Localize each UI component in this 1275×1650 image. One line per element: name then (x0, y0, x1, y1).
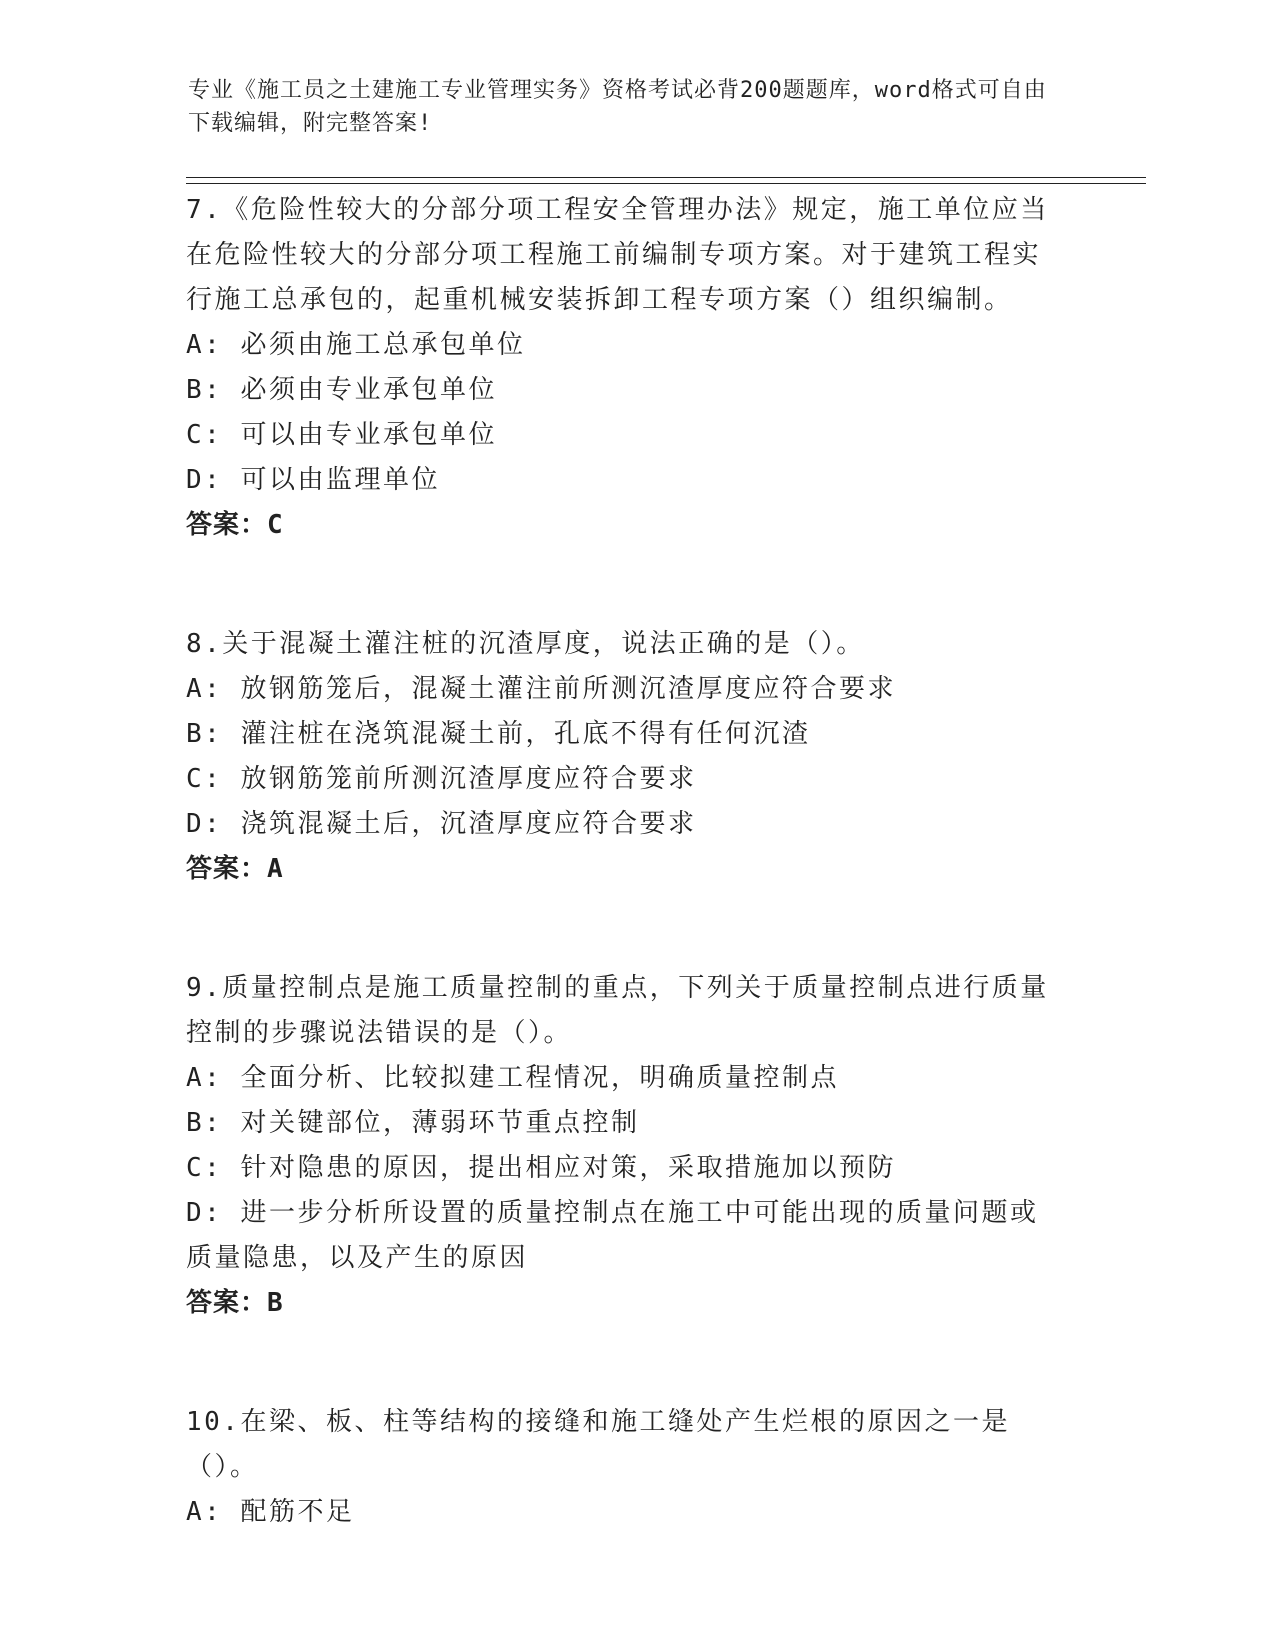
question-9 (186, 966, 1066, 1326)
option-c: C: 针对隐患的原因，提出相应对策，采取措施加以预防 (186, 1153, 896, 1183)
question-10 (186, 1400, 1066, 1535)
option-a: A: 必须由施工总承包单位 (186, 330, 526, 360)
header-divider (186, 177, 1146, 184)
question-8 (186, 622, 1066, 892)
option-d: D: 浇筑混凝土后，沉渣厚度应符合要求 (186, 809, 697, 839)
option-b: B: 必须由专业承包单位 (186, 375, 497, 405)
option-b: B: 灌注桩在浇筑混凝土前，孔底不得有任何沉渣 (186, 719, 811, 749)
option-c: C: 放钢筋笼前所测沉渣厚度应符合要求 (186, 764, 697, 794)
option-a: A: 配筋不足 (186, 1497, 355, 1527)
question-stem: 10.在梁、板、柱等结构的接缝和施工缝处产生烂根的原因之一是（）。 (186, 1407, 1010, 1482)
option-a: A: 全面分析、比较拟建工程情况，明确质量控制点 (186, 1063, 839, 1093)
document-header: 专业《施工员之土建施工专业管理实务》资格考试必背200题题库，word格式可自由下载编辑，附完整答案! (188, 78, 1047, 136)
answer-label: 答案：A (186, 854, 284, 884)
option-c: C: 可以由专业承包单位 (186, 420, 497, 450)
answer-label: 答案：B (186, 1288, 284, 1318)
question-7 (186, 188, 1066, 548)
question-list (186, 188, 1066, 1609)
option-d: D: 可以由监理单位 (186, 465, 440, 495)
answer-label: 答案：C (186, 510, 284, 540)
option-d: D: 进一步分析所设置的质量控制点在施工中可能出现的质量问题或质量隐患，以及产生的原因 (186, 1198, 1039, 1273)
question-stem: 8.关于混凝土灌注桩的沉渣厚度，说法正确的是（）。 (186, 629, 865, 659)
question-stem: 9.质量控制点是施工质量控制的重点，下列关于质量控制点进行质量控制的步骤说法错误的是（）。 (186, 973, 1049, 1048)
question-stem: 7.《危险性较大的分部分项工程安全管理办法》规定，施工单位应当在危险性较大的分部分项工程施工前编制专项方案。对于建筑工程实行施工总承包的，起重机械安装拆卸工程专项方案（）组织编制。 (186, 195, 1049, 315)
option-b: B: 对关键部位，薄弱环节重点控制 (186, 1108, 640, 1138)
option-a: A: 放钢筋笼后，混凝土灌注前所测沉渣厚度应符合要求 (186, 674, 896, 704)
